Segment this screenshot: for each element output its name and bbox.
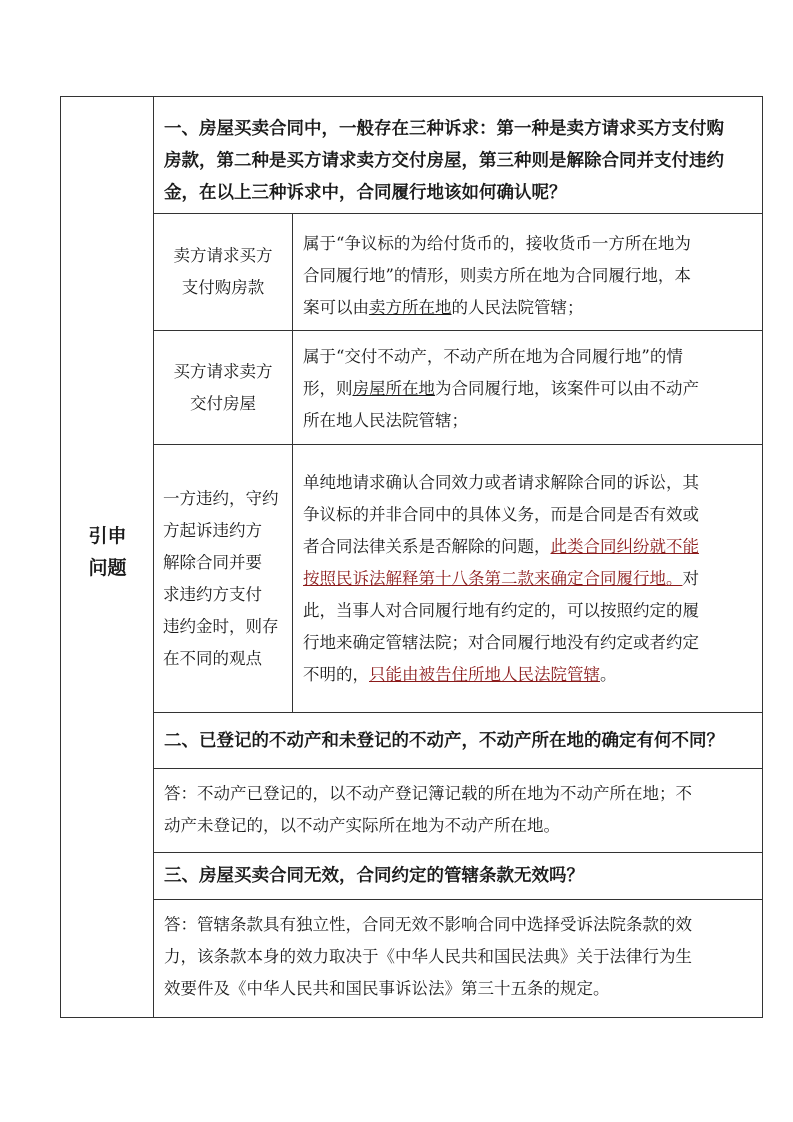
case-text [293, 214, 762, 330]
case-text-line: 属于“争议标的为给付货币的，接收货币一方所在地为 [303, 234, 691, 253]
answer-line: 答：不动产已登记的，以不动产登记簿记载的所在地为不动产所在地；不 [164, 784, 692, 803]
qa-table [60, 96, 763, 1018]
case-label-line: 方起诉违约方 [163, 520, 262, 540]
question-3-heading: 三、房屋买卖合同无效，合同约定的管辖条款无效吗？ [164, 866, 584, 886]
case-label-line: 违约金时，则存 [163, 616, 279, 636]
sidebar-label-line: 问题 [88, 557, 127, 579]
case-label-line: 一方违约，守约 [163, 488, 279, 508]
answer-line: 效要件及《中华人民共和国民事诉讼法》第三十五条的规定。 [164, 979, 610, 998]
text-segment: 不明的， [303, 665, 369, 684]
question-2-heading-row [154, 713, 762, 769]
question-2-heading: 二、已登记的不动产和未登记的不动产，不动产所在地的确定有何不同？ [164, 731, 724, 751]
case-text-line [303, 531, 752, 563]
case-text-line: 属于“交付不动产，不动产所在地为合同履行地”的情 [303, 347, 683, 366]
case-text [293, 445, 762, 712]
case-row-seller-payment [154, 214, 762, 331]
case-label-line: 买方请求卖方 [173, 361, 273, 381]
sidebar-label [61, 520, 154, 584]
text-segment: 。 [600, 665, 617, 684]
case-text-line: 所在地人民法院管辖； [303, 411, 468, 430]
case-text-line [303, 292, 752, 324]
case-text [293, 331, 762, 444]
case-label [154, 214, 293, 330]
question-1-heading-row [154, 97, 762, 214]
sidebar-column [61, 97, 154, 1017]
case-text-line: 单纯地请求确认合同效力或者请求解除合同的诉讼，其 [303, 473, 699, 492]
heading-line: 一、房屋买卖合同中，一般存在三种诉求：第一种是卖方请求买方支付购 [164, 119, 724, 139]
case-text-line: 争议标的并非合同中的具体义务，而是合同是否有效或 [303, 505, 699, 524]
case-label [154, 445, 293, 712]
content-column [154, 97, 762, 1017]
answer-line: 力，该条款本身的效力取决于《中华人民共和国民法典》关于法律行为生 [164, 947, 692, 966]
answer-line: 答：管辖条款具有独立性，合同无效不影响合同中选择受诉法院条款的效 [164, 915, 692, 934]
text-segment: 对 [682, 569, 699, 588]
case-label-line: 求违约方支付 [163, 584, 262, 604]
heading-line: 金，在以上三种诉求中，合同履行地该如何确认呢？ [164, 183, 567, 203]
highlighted-text: 只能由被告住所地人民法院管辖 [369, 665, 600, 684]
case-label-line: 交付房屋 [190, 393, 256, 413]
case-label-line: 卖方请求买方 [173, 246, 273, 265]
case-text-line: 合同履行地”的情形，则卖方所在地为合同履行地，本 [303, 266, 691, 285]
case-text-line [303, 659, 752, 691]
case-row-buyer-delivery [154, 331, 762, 445]
highlighted-text: 此类合同纠纷就不能 [550, 537, 699, 556]
question-3-heading-row [154, 853, 762, 900]
case-text-line: 行地来确定管辖法院；对合同履行地没有约定或者约定 [303, 633, 699, 652]
heading-line: 房款，第二种是买方请求卖方交付房屋，第三种则是解除合同并支付违约 [164, 151, 724, 171]
case-label-line: 解除合同并要 [163, 552, 262, 572]
case-label-line: 在不同的观点 [163, 648, 262, 668]
question-1-heading [154, 97, 762, 209]
text-segment: 为合同履行地，该案件可以由不动产 [435, 379, 699, 398]
underlined-text: 卖方所在地 [369, 298, 452, 317]
case-label-line: 支付购房款 [181, 278, 265, 297]
text-segment: 案可以由 [303, 298, 369, 317]
case-label [154, 331, 293, 444]
text-segment: 的人民法院管辖； [451, 298, 584, 317]
question-2-answer-row [154, 769, 762, 853]
text-segment: 形，则 [303, 379, 353, 398]
case-text-line: 此，当事人对合同履行地有约定的，可以按照约定的履 [303, 601, 699, 620]
text-segment: 者合同法律关系是否解除的问题， [303, 537, 551, 556]
highlighted-text: 按照民诉法解释第十八条第二款来确定合同履行地。 [303, 569, 683, 588]
case-row-breach [154, 445, 762, 713]
question-3-answer [154, 900, 762, 1005]
question-3-answer-row [154, 900, 762, 1019]
case-text-line [303, 563, 752, 595]
case-text-line [303, 373, 752, 405]
sidebar-label-line: 引申 [88, 525, 127, 547]
answer-line: 动产未登记的，以不动产实际所在地为不动产所在地。 [164, 816, 560, 835]
underlined-text: 房屋所在地 [352, 379, 435, 398]
question-2-answer [154, 769, 762, 842]
